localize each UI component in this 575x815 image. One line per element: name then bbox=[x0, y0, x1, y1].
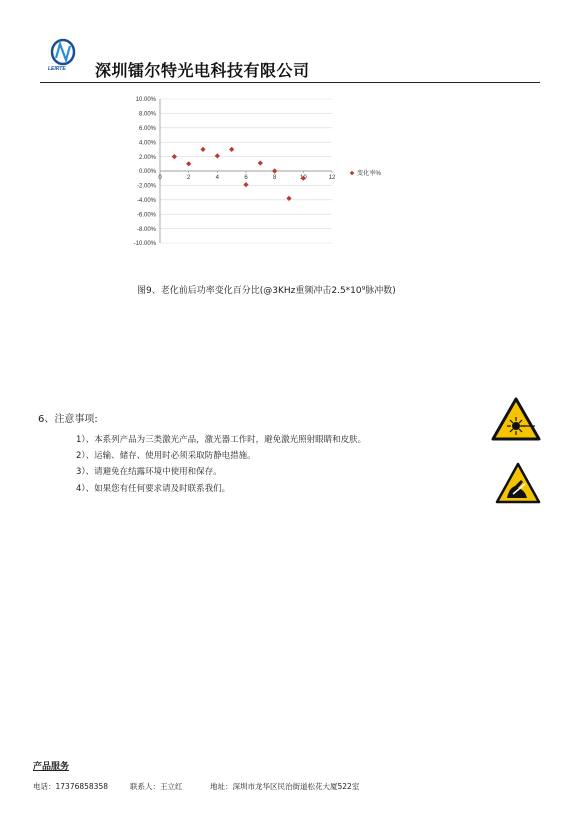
x-tick-label: 8 bbox=[272, 175, 277, 181]
data-point bbox=[258, 160, 263, 165]
note-item: 2）、运输、储存、使用时必须采取防静电措施。 bbox=[76, 451, 256, 461]
figure-caption: 图9、老化前后功率变化百分比(@3KHz重频冲击2.5*10⁹脉冲数) bbox=[137, 286, 396, 296]
x-tick-label: 0 bbox=[158, 175, 162, 181]
y-tick-label: -8.00% bbox=[136, 226, 156, 233]
power-change-chart bbox=[120, 92, 400, 252]
x-tick-label: 12 bbox=[328, 175, 336, 181]
note-item: 3）、请避免在结露环境中使用和保存。 bbox=[76, 467, 222, 477]
data-point bbox=[243, 182, 248, 187]
y-tick-label: -2.00% bbox=[136, 183, 156, 190]
y-tick-label: 6.00% bbox=[138, 126, 156, 132]
y-tick-label: -6.00% bbox=[136, 212, 156, 219]
logo-text: LEIRTE bbox=[48, 66, 66, 72]
data-point bbox=[186, 161, 191, 166]
legend-marker bbox=[350, 171, 355, 176]
y-tick-label: 10.00% bbox=[135, 97, 156, 104]
y-tick-label: -10.00% bbox=[133, 241, 156, 248]
x-tick-label: 2 bbox=[186, 175, 191, 181]
data-point bbox=[272, 168, 277, 173]
esd-warning-icon bbox=[495, 462, 541, 504]
data-point bbox=[215, 153, 220, 158]
x-tick-label: 6 bbox=[244, 175, 248, 181]
laser-warning-icon bbox=[491, 397, 541, 441]
legend-label: 变化率% bbox=[357, 170, 382, 178]
phone-text: 电话：17376858358 bbox=[33, 782, 108, 791]
data-point bbox=[200, 147, 205, 152]
data-point bbox=[229, 147, 234, 152]
data-point bbox=[286, 196, 291, 201]
y-tick-label: 0.00% bbox=[138, 169, 156, 176]
notes-title: 6、注意事项: bbox=[38, 414, 98, 425]
header-divider bbox=[40, 82, 540, 83]
service-title: 产品服务 bbox=[33, 762, 70, 772]
y-tick-label: 4.00% bbox=[138, 140, 156, 147]
y-tick-label: -4.00% bbox=[136, 198, 156, 204]
x-tick-label: 4 bbox=[215, 175, 220, 181]
note-item: 4）、如果您有任何要求请及时联系我们。 bbox=[76, 484, 231, 494]
y-tick-label: 2.00% bbox=[138, 154, 156, 161]
company-name: 深圳镭尔特光电科技有限公司 bbox=[95, 61, 310, 80]
note-item: 1）、本系列产品为三类激光产品，激光器工作时，避免激光照射眼睛和皮肤。 bbox=[76, 435, 367, 445]
contact-person-text: 联系人：王立红 bbox=[130, 782, 183, 791]
company-logo-icon bbox=[50, 38, 76, 66]
data-point bbox=[172, 154, 177, 159]
address-text: 地址：深圳市龙华区民治街道松花大厦522室 bbox=[210, 782, 360, 791]
y-tick-label: 8.00% bbox=[138, 111, 156, 118]
